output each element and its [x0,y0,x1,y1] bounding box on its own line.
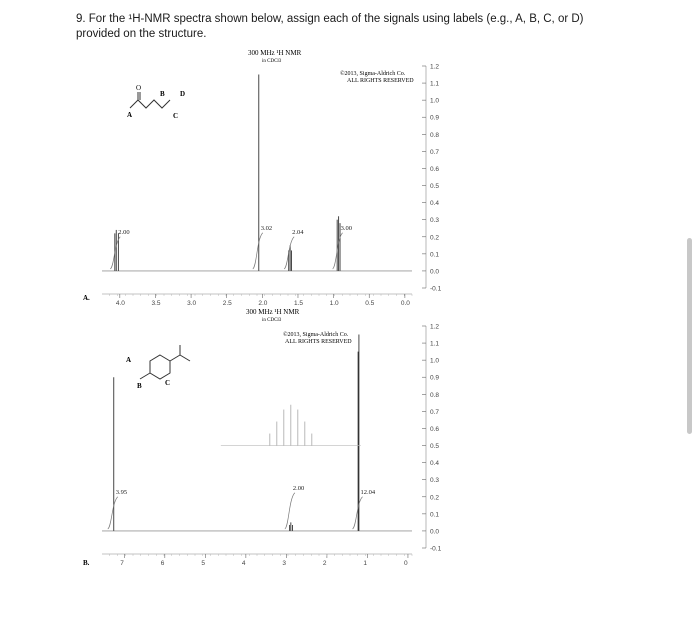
spectrum-a-subtitle: in CDCl3 [262,59,282,64]
structure-b-label-b: B [137,382,142,390]
spectrum-b-y-tick-label: 1.2 [430,323,440,331]
spectrum-b [83,308,442,567]
question-line-1: 9. For the ¹H-NMR spectra shown below, assign each of the signals using labels (e.g., A, B, C, or D) [76,13,584,25]
structure-b-label-a: A [126,356,132,364]
spectrum-a-x-tick-label: 1.0 [329,300,339,307]
spectrum-a-integral-label: 3.02 [260,224,273,232]
spectrum-b-y-tick-label: 0.7 [430,408,440,416]
spectrum-a-integral-label: 2.00 [118,228,130,236]
spectrum-a-y-tick-label: 0.6 [430,165,440,173]
spectrum-a-x-tick-label: 3.0 [187,300,197,307]
spectrum-a-plot [102,64,442,308]
spectrum-b-y-tick-label: 0.1 [430,511,440,519]
page-scrollbar[interactable] [687,238,692,434]
spectrum-b-title: 300 MHz ¹H NMR [246,308,300,316]
spectrum-b-y-tick-label: 0.8 [430,391,440,399]
spectrum-b-x-tick-label: 1 [363,560,368,567]
spectrum-a-y-tick-label: 1.0 [430,97,440,105]
spectrum-b-x-tick-label: 6 [160,560,165,567]
spectrum-a-x-tick-label: 2.0 [258,300,268,307]
spectrum-a-y-tick-label: 1.2 [430,63,440,71]
spectrum-b-y-tick-label: 1.0 [430,357,440,365]
spectrum-b-y-tick-label: 0.9 [430,374,440,382]
spectrum-a-panel-label: A. [83,294,90,302]
spectrum-a-x-tick-label: 4.0 [115,300,125,307]
question-line-2: provided on the structure. [76,28,207,40]
spectrum-a-y-tick-label: 0.5 [430,183,440,191]
spectrum-a-x-tick-label: 0.5 [365,300,375,307]
spectrum-b-integral-curve [285,493,295,529]
spectrum-a-y-tick-label: 0.9 [430,114,440,122]
spectrum-b-y-tick-label: 0.6 [430,425,440,433]
spectrum-a-rights: ALL RIGHTS RESERVED [347,78,414,84]
structure-a-label-b: B [160,90,165,98]
structure-a-label-a: A [127,111,133,119]
spectrum-b-panel-label: B. [83,559,90,567]
spectrum-b-integral-label: 2.00 [292,484,305,492]
spectrum-a-integral-curve [253,233,263,269]
spectrum-a-y-tick-label: 0.3 [430,217,440,225]
spectrum-b-y-tick-label: -0.1 [430,545,442,553]
spectrum-b-integral-curve [353,497,363,529]
spectrum-b-rights: ALL RIGHTS RESERVED [285,339,352,345]
spectrum-b-y-tick-label: 0.4 [430,460,440,468]
spectrum-a-x-tick-label: 3.5 [151,300,161,307]
spectrum-b-y-tick-label: 0.0 [430,528,440,536]
spectrum-b-subtitle: in CDCl3 [262,318,282,323]
structure-a-oxygen: O [136,84,142,92]
structure-a-label-c: C [173,112,179,120]
structure-b [140,345,190,379]
spectrum-a-integral-label: 2.04 [292,228,304,236]
spectrum-a-integral-label: 3.00 [340,224,352,232]
spectrum-b-x-tick-label: 4 [241,560,246,567]
spectrum-b-y-tick-label: 1.1 [430,340,440,348]
spectrum-b-y-tick-label: 0.5 [430,443,440,451]
spectrum-a-y-tick-label: 0.2 [430,234,440,242]
spectrum-a-y-tick-label: 0.0 [430,268,440,276]
structure-a-label-d: D [180,90,186,98]
spectrum-b-y-tick-label: 0.3 [430,477,440,485]
spectrum-a-title: 300 MHz ¹H NMR [248,49,302,57]
spectrum-b-integral-label: 3.95 [115,488,128,496]
spectrum-b-integral-label: 12.04 [360,488,376,496]
spectrum-b-x-tick-label: 5 [201,560,205,567]
spectrum-a-copyright: ©2013, Sigma-Aldrich Co. [340,71,406,77]
spectrum-a-y-tick-label: 0.8 [430,131,440,139]
spectrum-b-y-tick-label: 0.2 [430,494,440,502]
spectrum-a-y-tick-label: -0.1 [430,285,442,293]
spectrum-b-copyright: ©2013, Sigma-Aldrich Co. [283,332,349,338]
spectrum-a-y-tick-label: 0.4 [430,200,440,208]
spectrum-a-x-tick-label: 1.5 [293,300,304,307]
spectrum-b-x-tick-label: 3 [282,560,287,567]
spectrum-a-y-tick-label: 0.7 [430,148,440,156]
spectrum-a-y-tick-label: 1.1 [430,80,440,88]
spectrum-a-y-tick-label: 0.1 [430,251,440,259]
spectrum-b-x-tick-label: 0 [403,560,408,567]
spectrum-a-x-tick-label: 2.5 [222,300,232,307]
spectrum-b-x-tick-label: 7 [120,560,124,567]
spectrum-b-integral-curve [108,497,118,529]
spectrum-b-x-tick-label: 2 [322,560,327,567]
structure-b-label-c: C [165,379,171,387]
spectrum-a-x-tick-label: 0.0 [400,300,410,307]
spectrum-b-plot [102,324,442,568]
spectrum-a [83,49,442,307]
